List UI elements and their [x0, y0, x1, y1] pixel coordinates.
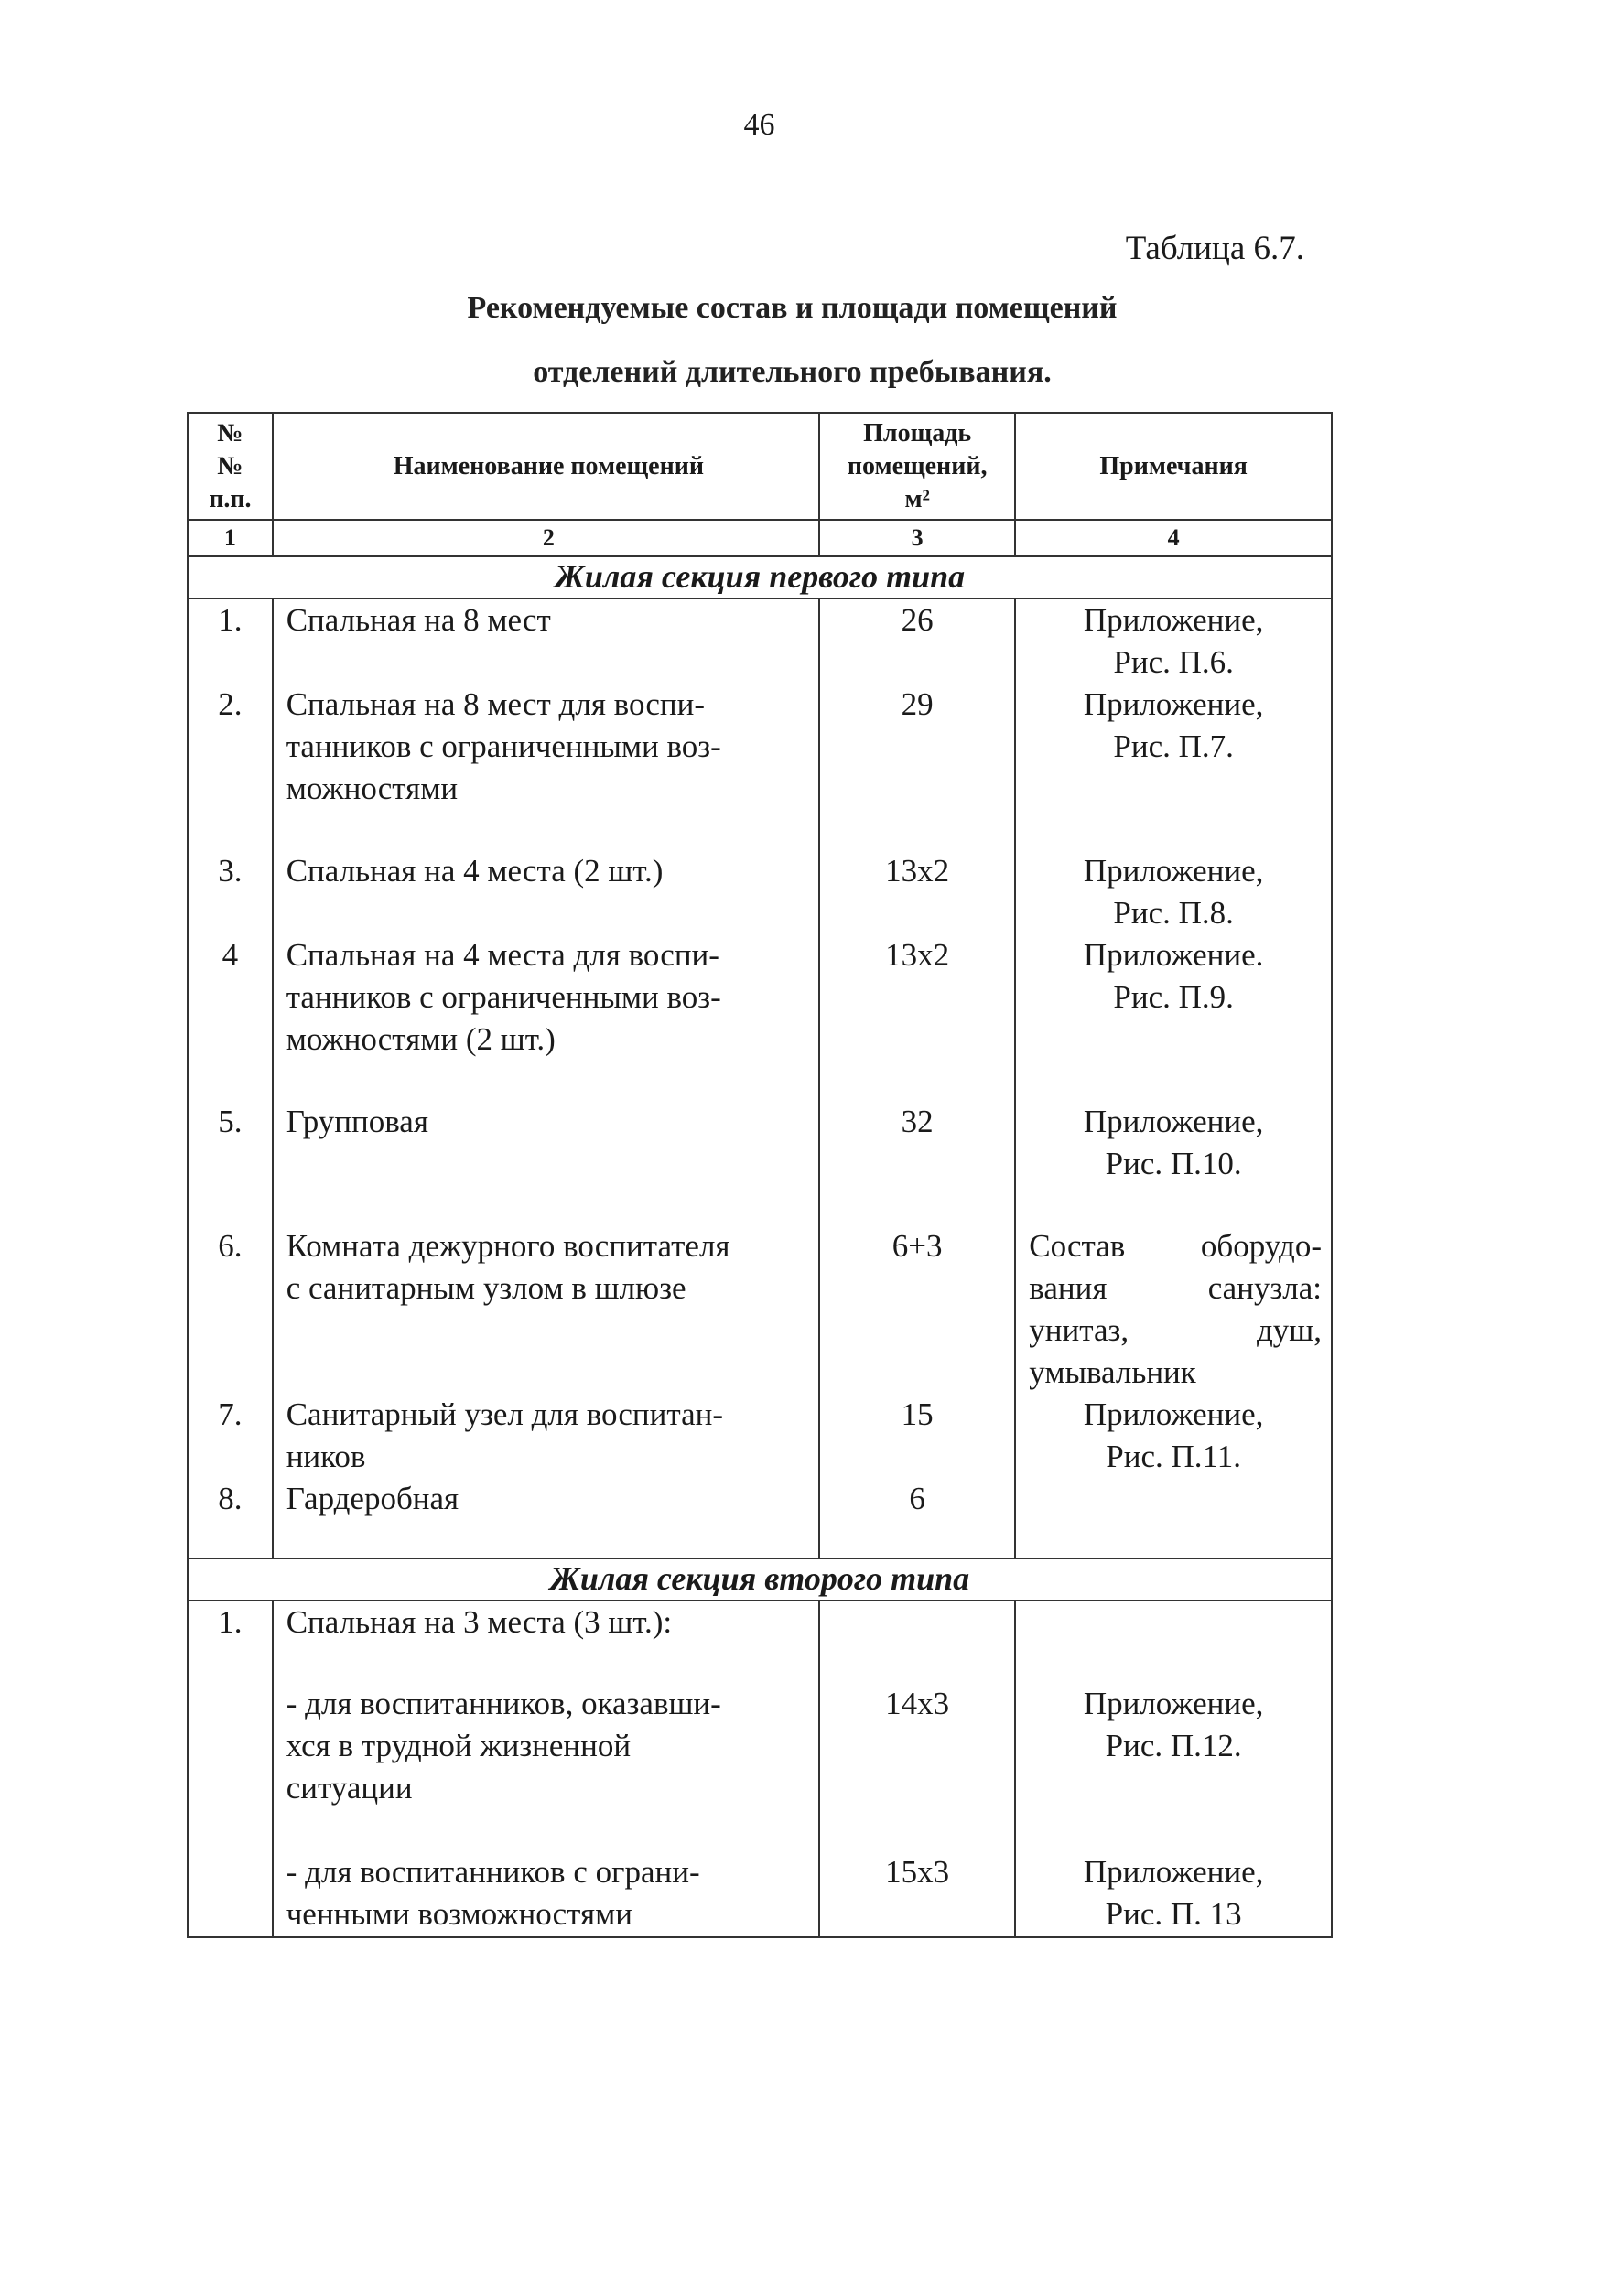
room-name: Спальная на 8 мест для воспи- танников с ограниченными воз- можностями: [273, 684, 819, 850]
row-number: 1.: [188, 1601, 273, 1683]
table-row: [188, 1394, 1332, 1478]
room-name: - для воспитанников с ограни- ченными возможностями: [273, 1851, 819, 1937]
room-area: 15х3: [819, 1851, 1015, 1937]
row-number: 1.: [188, 598, 273, 684]
header-number-line1: №: [217, 418, 243, 447]
room-note: Приложение, Рис. П. 13: [1015, 1851, 1332, 1937]
column-number: 2: [273, 520, 819, 556]
row-number: 4: [188, 934, 273, 1101]
room-note-line: унитаз, душ,: [1029, 1312, 1322, 1348]
row-number: 5.: [188, 1101, 273, 1225]
header-number: [188, 413, 273, 520]
room-note-line: Состав оборудо-: [1029, 1228, 1322, 1264]
room-area: 14х3: [819, 1683, 1015, 1851]
row-number: 2.: [188, 684, 273, 850]
section-title: Жилая секция первого типа: [188, 556, 1332, 598]
row-number: 7.: [188, 1394, 273, 1478]
row-number: 3.: [188, 850, 273, 934]
table-row: [188, 1683, 1332, 1851]
room-note: Приложение, Рис. П.8.: [1015, 850, 1332, 934]
column-numbers-row: [188, 520, 1332, 556]
room-name: Спальная на 3 места (3 шт.):: [273, 1601, 819, 1683]
header-room-name: Наименование помещений: [273, 413, 819, 520]
header-area-line1: Площадь: [863, 418, 972, 447]
table-row: [188, 598, 1332, 684]
table-row: [188, 934, 1332, 1101]
table-row: [188, 850, 1332, 934]
table-row: [188, 1478, 1332, 1558]
room-area: 32: [819, 1101, 1015, 1225]
room-note: [1015, 1601, 1332, 1683]
room-name: Гардеробная: [273, 1478, 819, 1558]
table-title-line1: Рекомендуемые состав и площади помещений: [467, 291, 1118, 325]
table-header-row: [188, 413, 1332, 520]
room-area: 13х2: [819, 850, 1015, 934]
room-note: Приложение, Рис. П.10.: [1015, 1101, 1332, 1225]
room-note: [1015, 1478, 1332, 1558]
table-row: [188, 1601, 1332, 1683]
room-note-line: умывальник: [1029, 1354, 1196, 1390]
header-area-line2: помещений,: [847, 451, 988, 480]
room-note: Приложение, Рис. П.11.: [1015, 1394, 1332, 1478]
column-number: 4: [1015, 520, 1332, 556]
row-number: [188, 1683, 273, 1851]
section-header-row: [188, 556, 1332, 598]
header-notes: Примечания: [1015, 413, 1332, 520]
room-name: Спальная на 8 мест: [273, 598, 819, 684]
table-row: [188, 684, 1332, 850]
table-row: [188, 1101, 1332, 1225]
room-area: [819, 1601, 1015, 1683]
room-note: Приложение, Рис. П.12.: [1015, 1683, 1332, 1851]
room-name: Спальная на 4 места (2 шт.): [273, 850, 819, 934]
section-title: Жилая секция второго типа: [188, 1558, 1332, 1601]
header-area: [819, 413, 1015, 520]
table-title-line2: отделений длительного пребывания.: [533, 355, 1052, 389]
room-name: Спальная на 4 места для воспи- танников с ограниченными воз- можностями (2 шт.): [273, 934, 819, 1101]
room-area: 26: [819, 598, 1015, 684]
room-name: Санитарный узел для воспитан- ников: [273, 1394, 819, 1478]
room-name: Групповая: [273, 1101, 819, 1225]
section-header-row: [188, 1558, 1332, 1601]
header-number-line3: п.п.: [209, 484, 252, 513]
row-number: [188, 1851, 273, 1937]
row-number: 6.: [188, 1225, 273, 1394]
room-note: Приложение, Рис. П.6.: [1015, 598, 1332, 684]
room-note-line: вания санузла:: [1029, 1270, 1322, 1306]
room-name: - для воспитанников, оказавши- хся в трудной жизненной ситуации: [273, 1683, 819, 1851]
table-row: [188, 1851, 1332, 1937]
room-name: Комната дежурного воспитателя с санитарным узлом в шлюзе: [273, 1225, 819, 1394]
rooms-table: [187, 412, 1333, 1938]
row-number: 8.: [188, 1478, 273, 1558]
column-number: 1: [188, 520, 273, 556]
table-row: [188, 1225, 1332, 1394]
page-number: 46: [743, 108, 775, 142]
column-number: 3: [819, 520, 1015, 556]
room-area: 6+3: [819, 1225, 1015, 1394]
header-number-line2: №: [217, 451, 243, 480]
room-area: 29: [819, 684, 1015, 850]
room-area: 6: [819, 1478, 1015, 1558]
room-note: Приложение, Рис. П.7.: [1015, 684, 1332, 850]
room-area: 13х2: [819, 934, 1015, 1101]
header-area-line3: м²: [904, 484, 930, 513]
table-label: Таблица 6.7.: [1125, 230, 1304, 267]
room-area: 15: [819, 1394, 1015, 1478]
room-note: [1015, 1225, 1332, 1394]
room-note: Приложение. Рис. П.9.: [1015, 934, 1332, 1101]
